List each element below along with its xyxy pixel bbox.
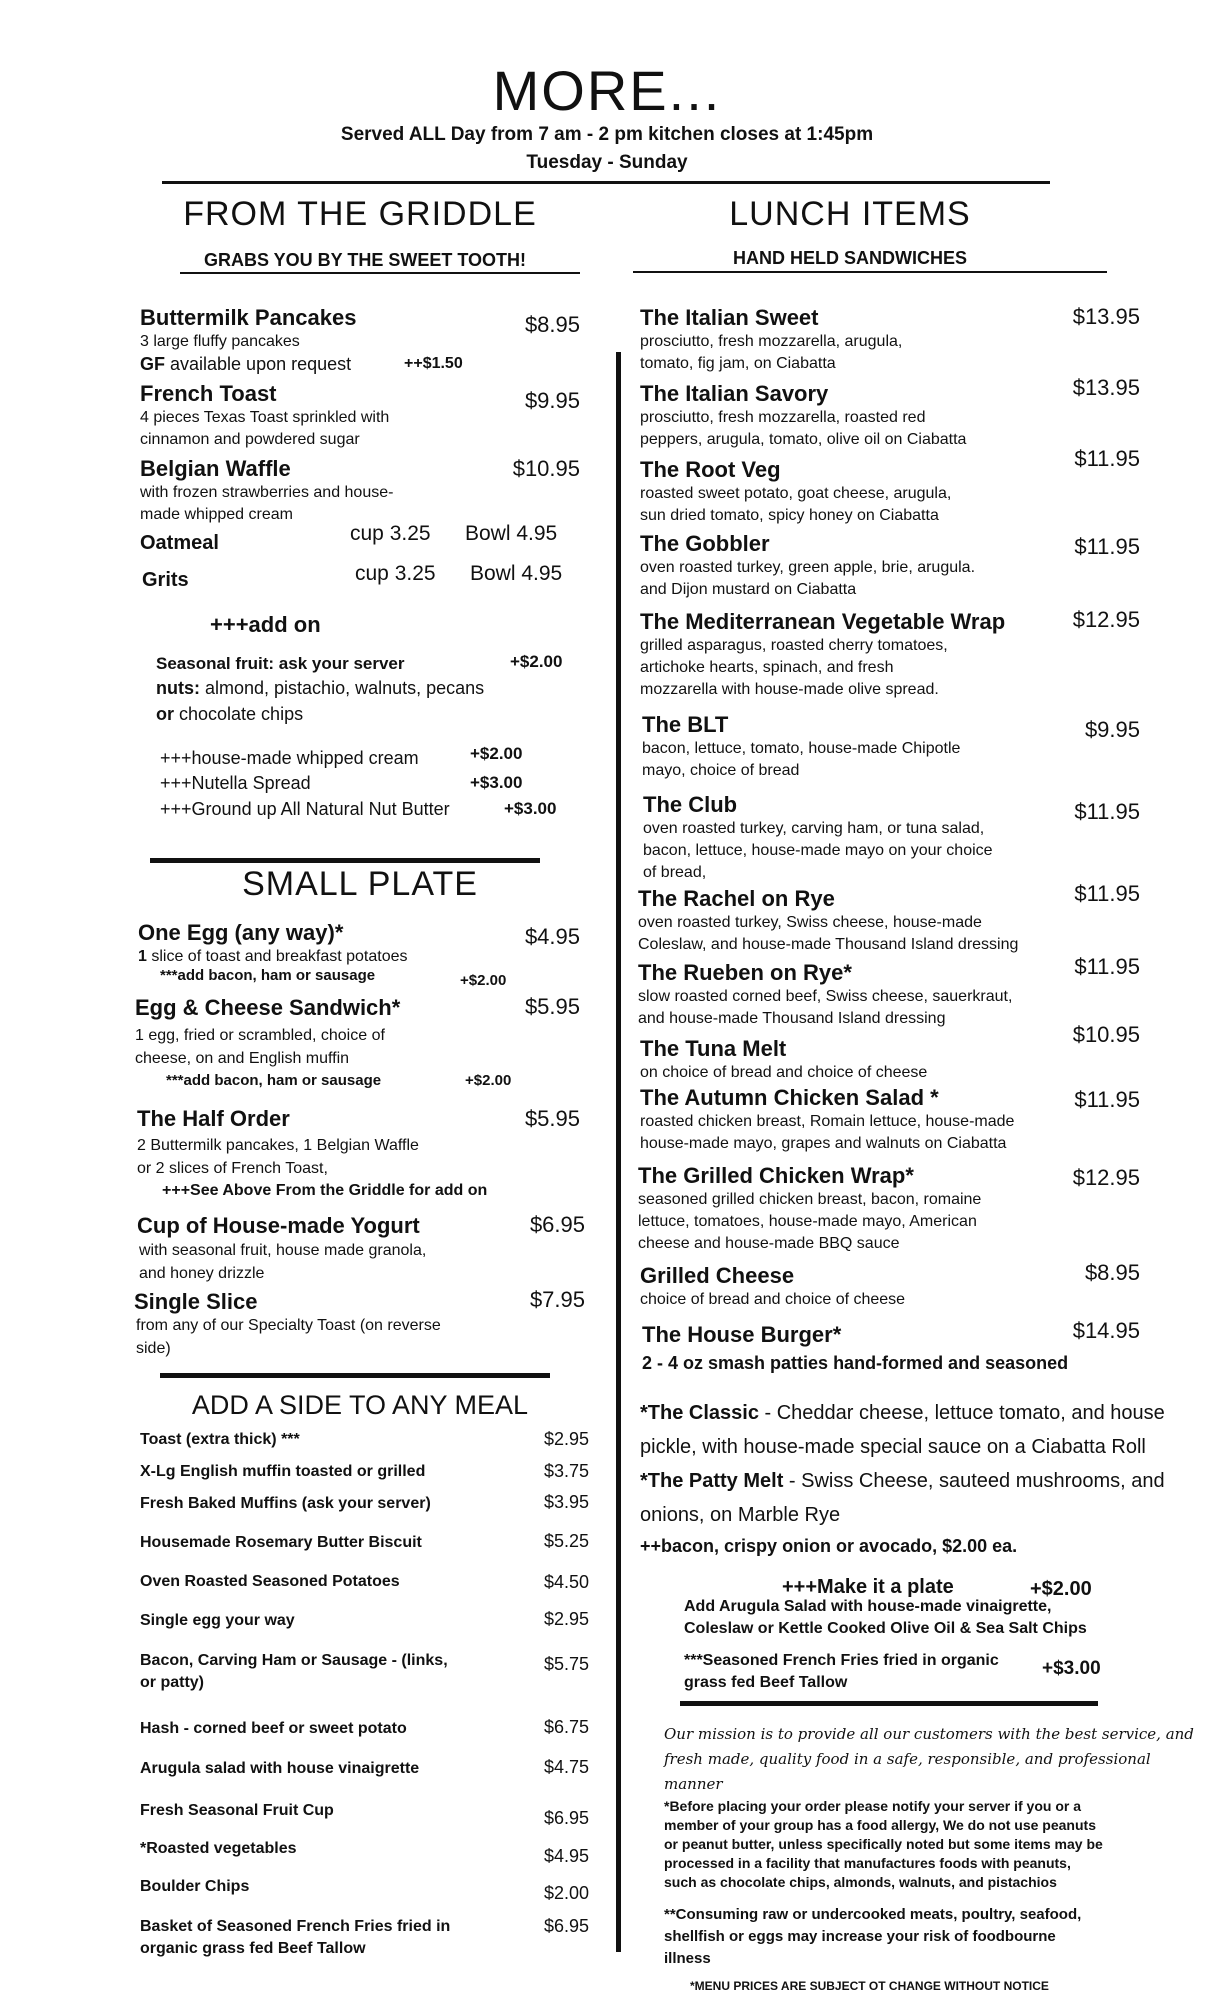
lunch-item-name: The Gobbler [640,531,770,556]
addon-fruit: Seasonal fruit: ask your server [156,654,405,673]
lunch-item-price: $12.95 [1072,1165,1140,1190]
side-item [140,1650,448,1694]
addon-whip-price: +$2.00 [470,744,523,763]
allergy-line5: such as chocolate chips, almonds, walnuts, and pistachios [664,1874,1057,1890]
side-item-label: Oven Roasted Seasoned Potatoes [140,1573,400,1590]
lunch-item-desc: oven roasted turkey, green apple, brie, arugula. [640,559,976,576]
half-order-add: +++See Above From the Griddle for add on [162,1182,488,1199]
one-egg-desc-bold: 1 [138,948,147,965]
side-item [140,1758,419,1780]
lunch-underline [633,271,1107,273]
side-item-price: $3.75 [544,1461,590,1481]
side-item [140,1800,334,1822]
one-egg-price: $4.95 [524,924,580,949]
side-item-label: Toast (extra thick) *** [140,1431,300,1448]
side-item [140,1532,422,1554]
yogurt-price: $6.95 [529,1212,585,1237]
side-item [140,1718,407,1740]
mission-line1: Our mission is to provide all our customers with the best service, and [664,1725,1194,1743]
one-egg-add: ***add bacon, ham or sausage [160,967,376,984]
small-plate-divider [150,858,540,863]
side-item-price: $6.95 [544,1808,590,1828]
nuts-label: nuts: [156,678,200,698]
fries-price: +$3.00 [1042,1658,1101,1679]
side-item-price: $5.25 [544,1531,590,1551]
side-item-price: $4.75 [544,1757,590,1777]
lunch-item-desc: bacon, lettuce, tomato, house-made Chipotle [642,740,961,757]
side-item-price: $2.00 [544,1883,590,1903]
lunch-subtitle: HAND HELD SANDWICHES [733,248,967,268]
lunch-item-desc: peppers, arugula, tomato, olive oil on Ciabatta [640,431,967,448]
half-order-name: The Half Order [137,1106,290,1131]
waffle-item [140,456,393,526]
side-item-price: $2.95 [544,1609,590,1629]
lunch-item-price: $9.95 [1084,717,1140,742]
side-item-label: Arugula salad with house vinaigrette [140,1760,420,1777]
lunch-item-desc: oven roasted turkey, carving ham, or tuna salad, [643,820,985,837]
or-label: or [156,704,174,724]
small-plate-title: SMALL PLATE [242,865,478,903]
single-slice-price: $7.95 [529,1287,585,1312]
lunch-item-desc: seasoned grilled chicken breast, bacon, romaine [638,1191,982,1208]
days-line: Tuesday - Sunday [526,152,688,173]
lunch-item-desc: sun dried tomato, spicy honey on Ciabatta [640,507,939,524]
side-item-label: Fresh Baked Muffins (ask your server) [140,1495,431,1512]
lunch-item [640,1085,1014,1155]
addon-whip: +++house-made whipped cream [160,748,419,768]
side-item-label-cont: organic grass fed Beef Tallow [140,1940,366,1957]
oatmeal-cup: cup 3.25 [350,522,431,545]
waffle-desc2: made whipped cream [140,506,293,523]
lunch-item-name: The Club [643,792,738,817]
classic-text2: pickle, with house-made special sauce on a Ciabatta Roll [640,1436,1146,1458]
side-item-label: X-Lg English muffin toasted or grilled [140,1463,426,1480]
plate-desc1: Add Arugula Salad with house-made vinaigrette, [684,1598,1052,1615]
lunch-item-desc: bacon, lettuce, house-made mayo on your choice [643,842,993,859]
side-item [140,1461,425,1483]
side-item-price: $3.95 [544,1492,590,1512]
lunch-item-desc: oven roasted turkey, Swiss cheese, house-made [638,914,982,931]
lunch-item-desc: slow roasted corned beef, Swiss cheese, sauerkraut, [638,988,1013,1005]
lunch-item [638,886,1018,956]
lunch-item-desc: artichoke hearts, spinach, and fresh [640,659,894,676]
lunch-item [640,1263,905,1311]
oatmeal-bowl: Bowl 4.95 [465,522,558,545]
lunch-item-price: $11.95 [1074,1087,1140,1112]
lunch-item [638,1163,981,1255]
side-item-label-cont: or patty) [140,1674,204,1691]
lunch-item-name: The Rueben on Rye* [638,960,852,985]
side-item-label: Bacon, Carving Ham or Sausage - (links, [140,1652,448,1669]
plate-title: +++Make it a plate [782,1576,954,1598]
side-item-label: Housemade Rosemary Butter Biscuit [140,1534,422,1551]
lunch-item-desc: choice of bread and choice of cheese [640,1291,906,1308]
gf-price: ++$1.50 [404,355,463,372]
header-divider [162,181,1050,184]
lunch-item-name: Grilled Cheese [640,1263,795,1288]
lunch-item-price: $13.95 [1072,304,1140,329]
single-slice-name: Single Slice [134,1289,258,1314]
plate-price: +$2.00 [1030,1578,1092,1600]
single-slice-desc1: from any of our Specialty Toast (on reverse [136,1317,441,1334]
half-order-price: $5.95 [524,1106,580,1131]
french-toast-desc1: 4 pieces Texas Toast sprinkled with [140,409,390,426]
single-slice-desc2: side) [136,1340,171,1357]
side-item [140,1429,300,1451]
egg-cheese-name: Egg & Cheese Sandwich* [135,995,401,1020]
lunch-item [640,457,951,527]
side-item-label: Hash - corned beef or sweet potato [140,1720,407,1737]
lunch-item-price: $12.95 [1072,607,1140,632]
nuts-text: almond, pistachio, walnuts, pecans [200,678,485,698]
grits-name: Grits [142,569,189,591]
one-egg-name: One Egg (any way)* [138,920,344,945]
lunch-item-price: $14.95 [1072,1318,1140,1343]
lunch-item-name: The Mediterranean Vegetable Wrap [640,609,1006,634]
lunch-item [643,792,993,884]
side-item-price: $6.95 [544,1916,590,1936]
side-item-label: Fresh Seasonal Fruit Cup [140,1802,334,1819]
side-item [140,1493,431,1515]
lunch-item [640,305,902,375]
lunch-item-name: The Tuna Melt [640,1036,787,1061]
or-text: chocolate chips [174,704,304,724]
half-order-desc2: or 2 slices of French Toast, [137,1160,328,1177]
egg-cheese-desc1: 1 egg, fried or scrambled, choice of [135,1027,385,1044]
mission-line2: fresh made, quality food in a safe, responsible, and professional [664,1750,1151,1768]
french-toast-desc2: cinnamon and powdered sugar [140,431,360,448]
french-toast-price: $9.95 [524,388,580,413]
lunch-item-price: $11.95 [1074,954,1140,979]
lunch-item-desc: roasted chicken breast, Romain lettuce, house-made [640,1113,1015,1130]
lunch-item-desc: and house-made Thousand Island dressing [638,1010,946,1027]
side-item-price: $4.50 [544,1572,590,1592]
griddle-subtitle: GRABS YOU BY THE SWEET TOOTH! [203,250,527,270]
lunch-item-desc: of bread, [643,864,707,881]
lunch-item-price: $11.95 [1074,799,1140,824]
side-item [140,1571,400,1593]
yogurt-desc2: and honey drizzle [139,1265,265,1282]
lunch-item-price: $13.95 [1072,375,1140,400]
hours-line: Served ALL Day from 7 am - 2 pm kitchen closes at 1:45pm [340,124,874,145]
side-item [140,1838,297,1860]
pancakes-name: Buttermilk Pancakes [140,305,357,330]
grits-cup: cup 3.25 [355,562,436,585]
mission-line3: manner [664,1775,723,1793]
side-item-label: *Roasted vegetables [140,1840,297,1857]
side-item-label: Boulder Chips [140,1878,250,1895]
oatmeal-name: Oatmeal [140,532,219,554]
lunch-item-desc: lettuce, tomatoes, house-made mayo, American [638,1213,977,1230]
raw-line1: **Consuming raw or undercooked meats, poultry, seafood, [664,1906,1082,1923]
yogurt-desc1: with seasonal fruit, house made granola, [139,1242,427,1259]
menu-title: MORE... [492,59,722,122]
pancakes-item [140,305,356,375]
addon-nutella-price: +$3.00 [470,773,523,792]
lunch-item-price: $11.95 [1074,446,1140,471]
raw-line2: shellfish or eggs may increase your risk of foodbourne [664,1928,1056,1945]
lunch-item-name: The BLT [642,712,729,737]
lunch-item-name: The Rachel on Rye [638,886,835,911]
gf-text: available upon request [165,354,352,374]
plate-desc2: Coleslaw or Kettle Cooked Olive Oil & Sea Salt Chips [684,1620,1087,1637]
lunch-item-name: The Root Veg [640,457,781,482]
column-divider [616,352,621,1952]
lunch-item-name: The Grilled Chicken Wrap* [638,1163,914,1188]
lunch-item-price: $8.95 [1084,1260,1140,1285]
lunch-item-desc: cheese and house-made BBQ sauce [638,1235,900,1252]
side-item [140,1916,450,1960]
side-item-label: Basket of Seasoned French Fries fried in [140,1918,451,1935]
lunch-item-desc: prosciutto, fresh mozzarella, arugula, [640,333,903,350]
lunch-item-desc: grilled asparagus, roasted cherry tomatoes, [640,637,948,654]
lunch-item-desc: mayo, choice of bread [642,762,800,779]
lunch-item-desc: mozzarella with house-made olive spread. [640,681,939,698]
half-order-desc1: 2 Buttermilk pancakes, 1 Belgian Waffle [137,1137,419,1154]
melt-label: *The Patty Melt [640,1470,784,1492]
lunch-item-name: The Italian Sweet [640,305,819,330]
egg-cheese-add: ***add bacon, ham or sausage [166,1072,382,1089]
side-item [140,1610,295,1632]
waffle-name: Belgian Waffle [140,456,291,481]
footer-divider [680,1701,1098,1706]
lunch-item-price: $10.95 [1072,1022,1140,1047]
waffle-desc1: with frozen strawberries and house- [140,484,394,501]
french-toast-name: French Toast [140,381,277,406]
lunch-item-name: The Italian Savory [640,381,829,406]
grits-bowl: Bowl 4.95 [470,562,563,585]
allergy-line1: *Before placing your order please notify your server if you or a [664,1798,1082,1814]
gf-label: GF [140,354,165,374]
lunch-item-price: $11.95 [1074,881,1140,906]
griddle-underline [180,272,580,274]
side-item-label: Single egg your way [140,1612,295,1629]
lunch-item-name: The Autumn Chicken Salad * [640,1085,939,1110]
classic-label: *The Classic [640,1402,759,1424]
classic-text: - Cheddar cheese, lettuce tomato, and house [758,1402,1165,1424]
lunch-item [640,531,975,601]
lunch-item [642,712,960,782]
raw-line3: illness [664,1950,711,1967]
lunch-item-desc: house-made mayo, grapes and walnuts on Ciabatta [640,1135,1007,1152]
allergy-line2: member of your group has a food allergy, We do not use peanuts [664,1817,1096,1833]
lunch-item [638,960,1012,1030]
side-item-price: $2.95 [544,1429,590,1449]
griddle-title: FROM THE GRIDDLE [183,195,537,233]
side-item-price: $4.95 [544,1846,590,1866]
allergy-line4: processed in a facility that manufactures foods with peanuts, [664,1855,1071,1871]
addon-title: +++add on [210,612,321,637]
french-toast-item [140,381,389,451]
side-item-price: $5.75 [544,1654,590,1674]
lunch-item-name: The House Burger* [642,1322,842,1347]
melt-text2: onions, on Marble Rye [640,1504,841,1526]
fries-desc1: ***Seasoned French Fries fried in organic [684,1652,999,1669]
waffle-price: $10.95 [512,456,580,481]
lunch-item-desc: prosciutto, fresh mozzarella, roasted red [640,409,926,426]
lunch-item [640,381,966,451]
one-egg-desc: slice of toast and breakfast potatoes [146,948,408,965]
lunch-title: LUNCH ITEMS [729,195,971,233]
lunch-item-desc: on choice of bread and choice of cheese [640,1064,928,1081]
addon-fruit-price: +$2.00 [510,652,563,671]
lunch-item-desc: 2 - 4 oz smash patties hand-formed and seasoned [642,1353,1069,1373]
egg-cheese-price: $5.95 [524,994,580,1019]
addon-nutella: +++Nutella Spread [160,773,311,793]
lunch-item-desc: tomato, fig jam, on Ciabatta [640,355,836,372]
one-egg-add-price: +$2.00 [460,972,507,989]
sides-title: ADD A SIDE TO ANY MEAL [191,1390,529,1420]
burger-extras: ++bacon, crispy onion or avocado, $2.00 ea. [640,1536,1018,1556]
sides-divider [160,1373,550,1378]
fries-desc2: grass fed Beef Tallow [684,1674,848,1691]
addon-butter-price: +$3.00 [504,799,557,818]
lunch-item-price: $11.95 [1074,534,1140,559]
egg-cheese-add-price: +$2.00 [465,1072,512,1089]
allergy-line3: or peanut butter, unless specifically noted but some items may be [664,1836,1103,1852]
pancakes-price: $8.95 [524,312,580,337]
side-item [140,1876,249,1898]
pancakes-desc: 3 large fluffy pancakes [140,333,300,350]
egg-cheese-desc2: cheese, on and English muffin [135,1050,350,1067]
lunch-item [642,1322,1068,1374]
price-notice: *MENU PRICES ARE SUBJECT OT CHANGE WITHOUT NOTICE [690,1979,1049,1993]
lunch-item-desc: and Dijon mustard on Ciabatta [640,581,857,598]
lunch-item-desc: Coleslaw, and house-made Thousand Island dressing [638,936,1019,953]
lunch-item [640,609,1005,701]
addon-butter: +++Ground up All Natural Nut Butter [160,799,450,819]
lunch-item-desc: roasted sweet potato, goat cheese, arugula, [640,485,952,502]
side-item-price: $6.75 [544,1717,590,1737]
melt-text: - Swiss Cheese, sauteed mushrooms, and [783,1470,1165,1492]
lunch-item [640,1036,927,1084]
yogurt-name: Cup of House-made Yogurt [137,1213,420,1238]
